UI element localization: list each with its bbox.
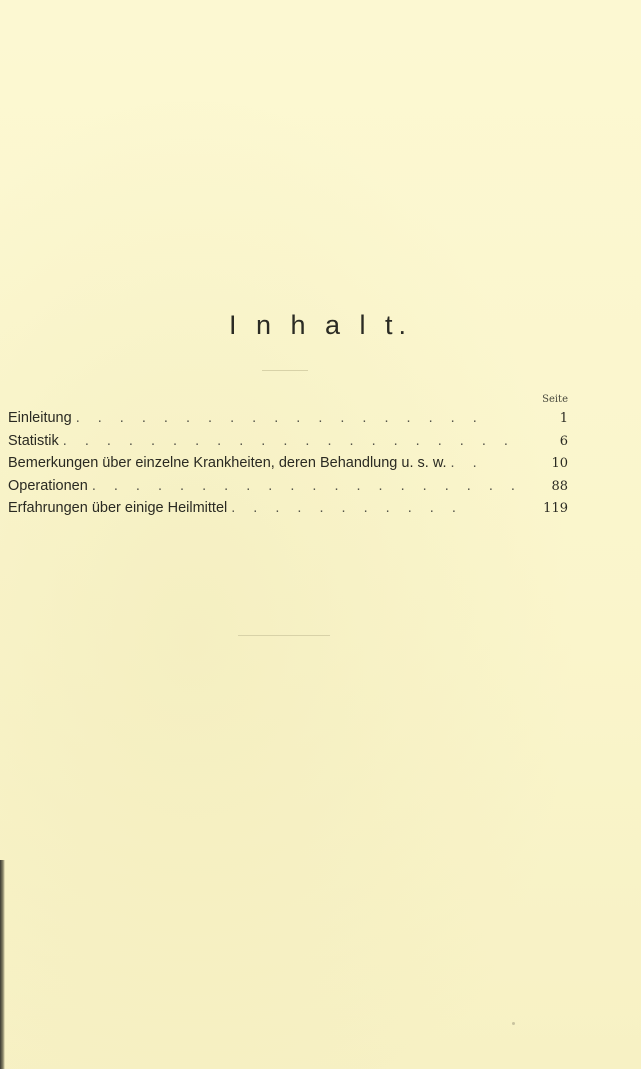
toc-entry [8, 478, 568, 501]
toc-entry-page: 10 [551, 456, 568, 471]
toc-entry [8, 500, 568, 523]
toc-entry-page: 88 [551, 478, 568, 494]
toc-entry-page: 1 [559, 411, 568, 426]
toc-entry [8, 410, 568, 433]
toc-entry [8, 455, 568, 478]
toc-entry-title: Statistik [8, 432, 59, 449]
page-column-label: Seite [542, 394, 568, 405]
toc-entry-page: 119 [543, 501, 568, 516]
toc-entry-page: 6 [559, 433, 568, 449]
title-divider [262, 370, 308, 371]
toc-leader-dots: . . . . . . . . . . . . . . . . . . . . . [62, 432, 515, 449]
toc-entry-title: Erfahrungen über einige Heilmittel [8, 500, 228, 516]
toc-entry-title: Bemerkungen über einzelne Krankheiten, deren Behandlung u. s. w. [8, 455, 447, 471]
toc-entry-title: Einleitung [8, 410, 72, 426]
book-spine-edge [0, 860, 5, 1069]
toc-leader-dots: . . . . . . . . . . . . . . . . . . . . [91, 477, 522, 494]
toc-entry-title: Operationen [8, 477, 88, 494]
table-of-contents [8, 410, 568, 523]
toc-leader-dots: . . . . . . . . . . . . . . . . . . . [75, 410, 484, 426]
paper-speck [512, 1022, 515, 1025]
section-divider [238, 635, 330, 636]
toc-entry [8, 433, 568, 456]
toc-leader-dots: . . [450, 455, 484, 471]
page-title: I n h a l t. [228, 310, 413, 340]
toc-leader-dots: . . . . . . . . . . . [231, 500, 463, 516]
